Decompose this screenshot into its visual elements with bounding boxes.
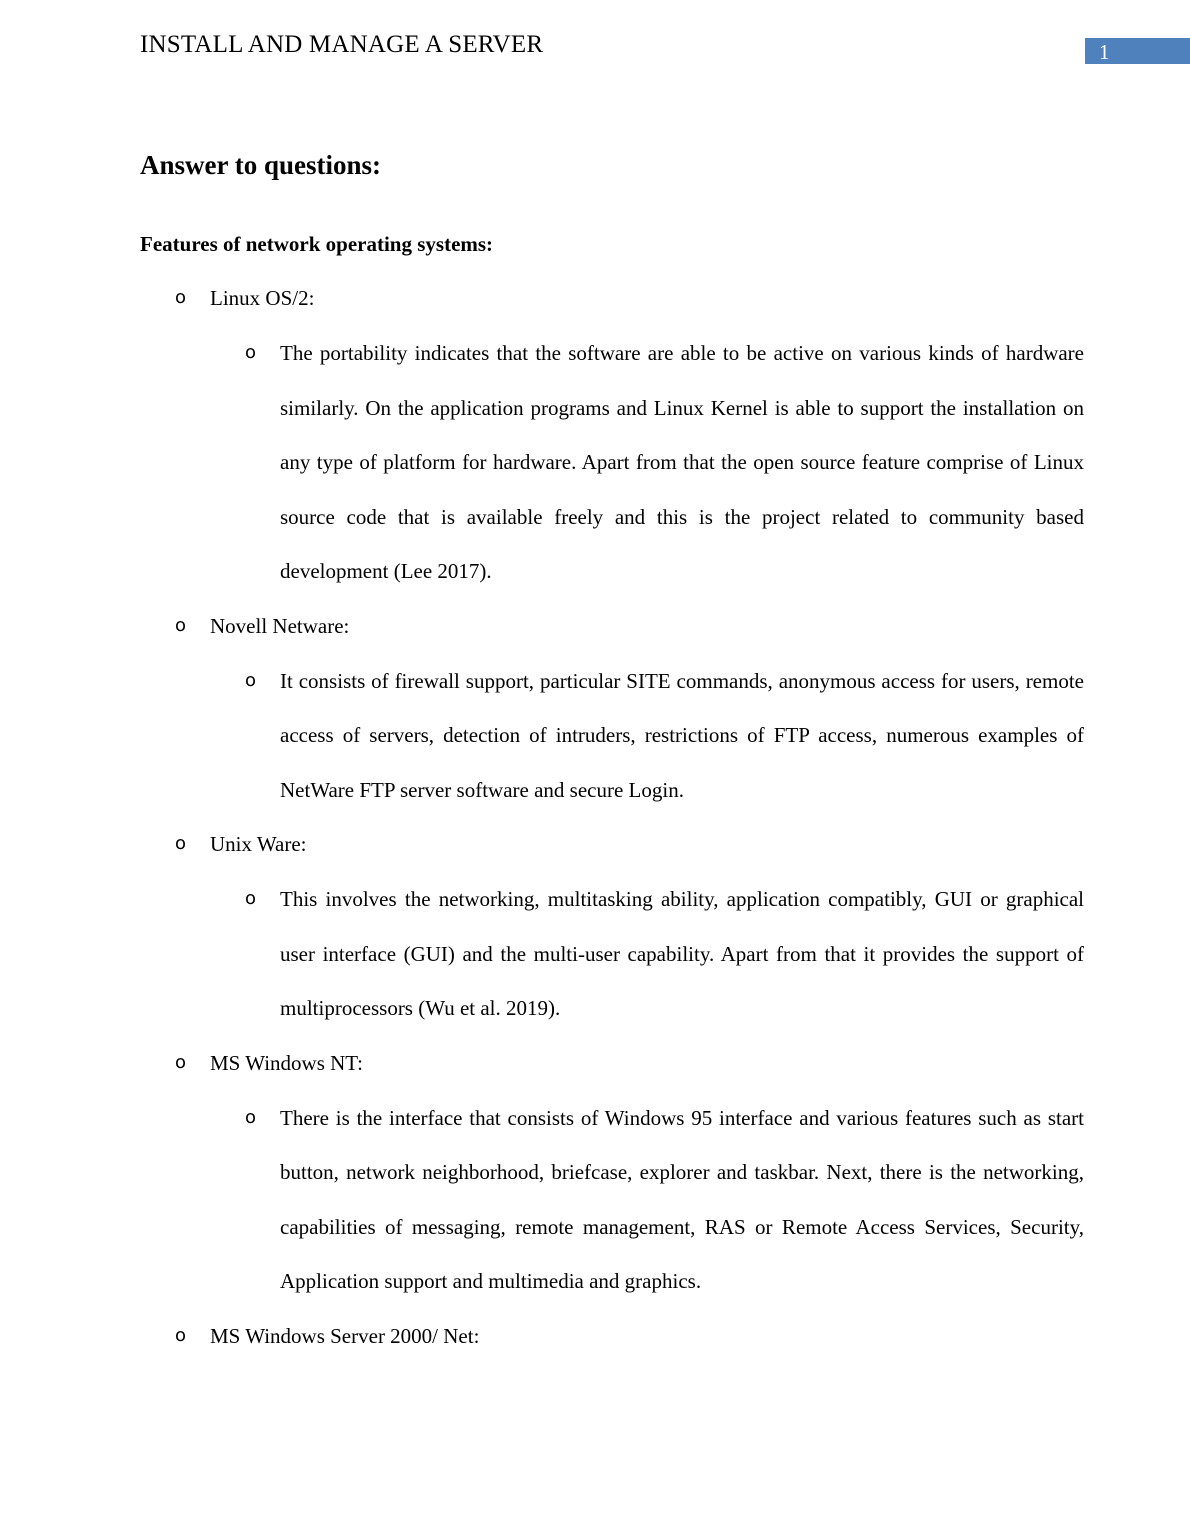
item-detail: This involves the networking, multitasking ability, application compatibly, GUI or graphical user interface (GUI) and the multi-user capability. Apart from that it provides the support of multiprocessors (Wu et al. 2019).: [280, 887, 1084, 1020]
bullet-icon: o: [175, 614, 187, 636]
item-detail: It consists of firewall support, particular SITE commands, anonymous access for users, remote access of servers, detection of intruders, restrictions of FTP access, numerous examples of NetWare FTP server software and secure Login.: [280, 668, 1084, 802]
sub-item-linux: [245, 326, 1084, 599]
bullet-icon: o: [175, 1324, 187, 1346]
sub-item-windows-nt: [245, 1091, 1084, 1309]
item-label: Unix Ware:: [210, 832, 307, 856]
bullet-icon: o: [175, 287, 187, 308]
bullet-icon: o: [245, 669, 257, 691]
feature-list: [140, 284, 1084, 1377]
page-number: 1: [1085, 38, 1190, 64]
bullet-icon: o: [245, 1106, 257, 1128]
item-detail: The portability indicates that the software are able to be active on various kinds of hardware similarly. On the application programs and Linux Kernel is able to support the installation on any type of platform for hardware. Apart from that the open source feature comprise of Linux source code that is available freely and this is the project related to community based development (Lee 2017).: [280, 341, 1084, 583]
list-item-linux: [140, 284, 1084, 312]
list-item-windows-nt: [140, 1049, 1084, 1077]
bullet-icon: o: [245, 342, 257, 363]
list-item-unixware: [140, 830, 1084, 858]
item-label: MS Windows Server 2000/ Net:: [210, 1323, 480, 1348]
sub-item-novell: [245, 654, 1084, 818]
bullet-icon: o: [175, 833, 187, 854]
item-detail: There is the interface that consists of Windows 95 interface and various features such as start button, network neighborhood, briefcase, explorer and taskbar. Next, there is the networking, capabilities of messaging, remote management, RAS or Remote Access Services, Security, Application support and multimedia and graphics.: [280, 1105, 1084, 1293]
bullet-icon: o: [245, 888, 257, 909]
item-label: Linux OS/2:: [210, 286, 315, 310]
sub-item-unixware: [245, 872, 1084, 1036]
document-title: Answer to questions:: [140, 150, 382, 180]
item-label: Novell Netware:: [210, 613, 350, 638]
running-head: INSTALL AND MANAGE A SERVER: [140, 31, 544, 58]
list-item-novell: [140, 612, 1084, 640]
item-label: MS Windows NT:: [210, 1050, 363, 1075]
list-item-windows-server: [140, 1322, 1084, 1350]
section-heading: Features of network operating systems:: [140, 232, 494, 256]
bullet-icon: o: [175, 1051, 187, 1073]
